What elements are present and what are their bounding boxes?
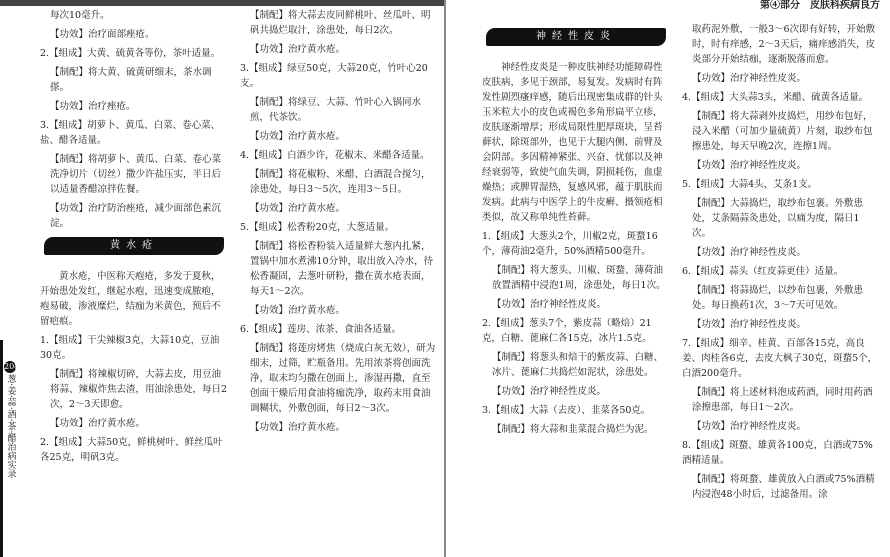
spine-title: 葱·姜·蒜·酒·茶·醋治病实录 (5, 374, 16, 479)
text-line: 6.【组成】蒜头（红皮蒜更佳）适量。 (682, 266, 844, 277)
text-line: 1.【组成】干尖辣椒3克，大蒜10克，豆油30克。 (40, 335, 220, 361)
text-line: 【制配】将花椒粉、米醋、白酒混合搅匀，涂患处，每日3～5次，连用3～5日。 (250, 169, 431, 195)
text-line: 【制配】将大葱头、川椒、斑蝥、薄荷油放置酒精中浸泡1周，涂患处，每日1次。 (492, 265, 666, 291)
right-column-1 (482, 28, 670, 441)
text-line: 4.【组成】大头蒜3头，米醋、硫黄各适量。 (682, 92, 869, 103)
text-line: 【功效】治疗黄水疮。 (250, 305, 346, 316)
text-line: 7.【组成】细辛、桂黄、百部各15克，高良姜、肉桂各6克，去皮大枫子30克，斑蝥5个，白酒200毫升。 (682, 338, 878, 379)
text-line: 【制配】将蒜捣烂，以纱布包裹，外敷患处。每日换药1次，3～7天可见效。 (692, 285, 864, 311)
left-column-2 (240, 8, 436, 439)
text-line: 【功效】治疗防治痤疮，减少面部色素沉淀。 (50, 203, 222, 229)
text-line: 黄水疮，中医称天疱疮，多发于夏秋，开始患处发红，继起水疱，迅速变成脓疱，疱易破，渗液糜烂，结痂为米黄色，预后不留疤痕。 (40, 271, 221, 327)
text-line: 3.【组成】大蒜（去皮）、韭菜各50克。 (482, 405, 651, 416)
top-rule (0, 0, 444, 6)
text-line: 【制配】将上述材料泡成药酒，同时用药酒涂擦患部，每日1～2次。 (692, 387, 873, 413)
text-line: 【功效】治疗神经性皮炎。 (692, 160, 807, 171)
text-line: 2.【组成】大蒜50克，鲜桃树叶、鲜丝瓜叶各25克，明矾3克。 (40, 437, 223, 463)
text-line: 【功效】治疗黄水疮。 (250, 131, 346, 142)
page-spine (3, 360, 20, 482)
text-line: 【功效】治疗神经性皮炎。 (692, 73, 807, 84)
text-line: 2.【组成】葱头7个，紫皮蒜（略焙）21克，白糖、蓖麻仁各15克，冰片1.5克。 (482, 318, 652, 344)
text-line: 神经性皮炎是一种皮肤神经功能障碍性皮肤病，多见于颈部，易复发。发病时有阵发性剧烈瘙痒感，随后出现密集成群的针头玉米粒大小的皮色或褐色多角形扁平立疹，皮肤逐渐增厚；形成局限性肥厚斑块，呈苔藓状，除斑部外，也见于大腿内侧、前臂及会阴部。多因精神紧张、兴奋、忧郁以及神经衰弱等，致使气血失调，阴损耗伤，血虚燥热；或脾胃湿热，复感风邪，蕴于肌肤而发病。此病与中医学上的牛皮癣、摄领疮相类似，故又称单纯性苔藓。 (482, 62, 663, 223)
text-line: 【制配】将莲房烤焦（烧成白灰无效），研为细末，过筛，贮瓶备用。先用浓茶将创面洗净，取末均匀撒在创面上，渗湿再撒，直至创面干燥后用食油将痂洗净，取药末用食油调糊状，外敷创面，每日2～3次。 (250, 343, 436, 414)
text-line: 8.【组成】斑蝥、雄黄各100克，白酒或75%酒精适量。 (682, 440, 873, 466)
left-column-1 (40, 8, 228, 469)
text-line: 取药泥外敷，一般3～6次即有好转，开始敷时，时有痒感，2～3天后，痛痒感消失，皮炎部分开始结痂，逐渐脱落而愈。 (692, 24, 876, 65)
text-line: 【功效】治疗面部痤疮。 (50, 29, 155, 40)
text-line: 6.【组成】莲房、浓茶、食油各适量。 (240, 324, 402, 335)
text-line: 3.【组成】胡萝卜、黄瓜、白菜、卷心菜、盐、醋各适量。 (40, 120, 221, 146)
running-header: 第④部分 皮肤科疾病良方 (756, 0, 884, 12)
right-page (446, 0, 890, 557)
text-line: 【功效】治疗神经性皮炎。 (692, 421, 807, 432)
section-banner-yellow-sore: 黄水疮 (44, 237, 224, 255)
left-page (0, 0, 444, 557)
text-line: 【制配】将大蒜去皮同鲜桃叶、丝瓜叶、明矾共捣烂取汁，涂患处，每日2次。 (250, 10, 431, 36)
text-line: 【功效】治疗黄水疮。 (50, 418, 146, 429)
text-line: 1.【组成】大葱头2个，川椒2克，斑蝥16个，薄荷油2毫升，50%酒精500毫升。 (482, 231, 658, 257)
text-line: 4.【组成】白酒少许，花椒末、米醋各适量。 (240, 150, 430, 161)
text-line: 2.【组成】大黄、硫黄各等份，茶叶适量。 (40, 48, 221, 59)
text-line: 【制配】将大蒜剥外皮捣烂，用纱布包好，浸入米醋（可加少量硫黄）片刻，取纱布包擦患处，每天早晚2次，连擦1周。 (692, 111, 873, 152)
text-line: 【功效】治疗神经性皮炎。 (692, 247, 807, 258)
text-line: 【功效】治疗神经性皮炎。 (692, 319, 807, 330)
text-line: 【制配】将大蒜和韭菜混合捣烂为泥。 (492, 424, 654, 435)
text-line: 【功效】治疗黄水疮。 (250, 203, 346, 214)
text-line: 5.【组成】大蒜4头，艾条1支。 (682, 179, 818, 190)
text-line: 【制配】将绿豆、大蒜、竹叶心入锅同水煎，代茶饮。 (250, 97, 422, 123)
text-line: 【制配】大蒜捣烂，取纱布包裹。外敷患处，艾条隔蒜灸患处，以痛为度，隔日1次。 (692, 198, 864, 239)
text-line: 每次10毫升。 (50, 10, 110, 21)
text-line: 【制配】将大黄、硫黄研细末，茶水调搽。 (50, 67, 212, 93)
text-line: 【功效】治疗黄水疮。 (250, 44, 346, 55)
text-line: 【制配】将斑蝥、雄黄放入白酒或75%酒精内浸泡48小时后，过滤备用。涂 (692, 474, 875, 500)
text-line: 【功效】治疗神经性皮炎。 (492, 299, 607, 310)
text-line: 【制配】将胡萝卜、黄瓜、白菜、卷心菜洗净切片（切丝）撒少许盐压实，半日后以适量香醋凉拌佐餐。 (50, 154, 222, 195)
page-number-badge: 208 (4, 362, 20, 371)
text-line: 【制配】将辣椒切碎，大蒜去皮，用豆油将蒜、辣椒炸焦去渣，用油涂患处，每日2次，2～3天即愈。 (50, 369, 228, 410)
text-line: 【制配】将葱头和焙干的紫皮蒜、白糖、冰片、蓖麻仁共捣烂如泥状，涂患处。 (492, 352, 664, 378)
text-line: 【功效】治疗痤疮。 (50, 101, 136, 112)
section-banner-neurodermatitis: 神经性皮炎 (486, 28, 666, 46)
text-line: 【功效】治疗黄水疮。 (250, 422, 346, 433)
text-line: 【制配】将松香粉装入适量鲜大葱内扎紧，置锅中加水煮沸10分钟，取出放入冷水，待松香凝固，去葱叶研粉，撒在黄水疮表面，每天1～2次。 (250, 241, 434, 297)
text-line: 【功效】治疗神经性皮炎。 (492, 386, 607, 397)
text-line: 5.【组成】松香粉20克，大葱适量。 (240, 222, 395, 233)
right-column-2 (682, 22, 878, 506)
text-line: 3.【组成】绿豆50克，大蒜20克，竹叶心20支。 (240, 63, 428, 89)
